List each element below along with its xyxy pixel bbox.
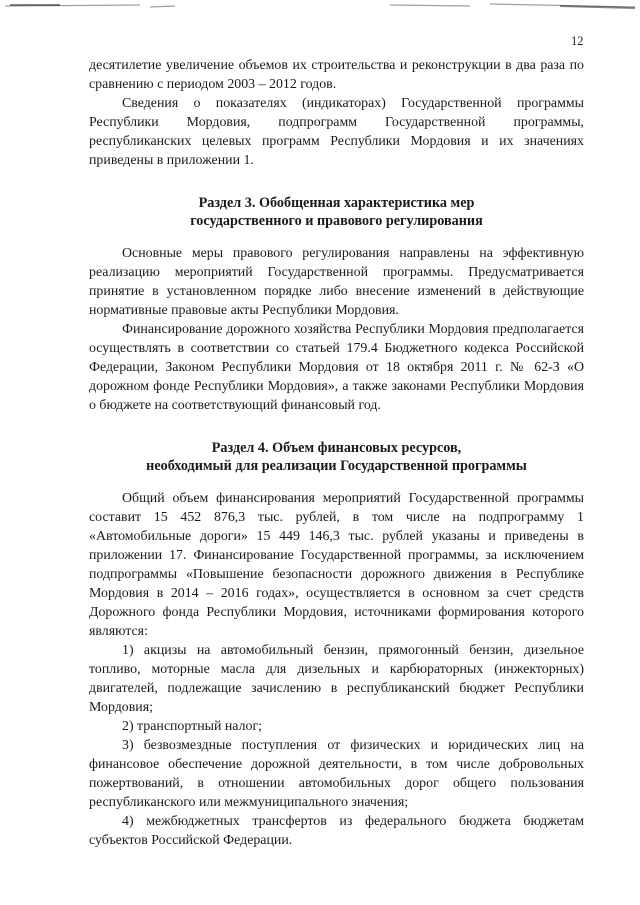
document-body <box>89 56 584 850</box>
spacer <box>89 170 584 194</box>
list-item: 1) акцизы на автомобильный бензин, прямогонный бензин, дизельное топливо, моторные масла для дизельных и карбюраторных (инжекторных) двигателей, подлежащие зачислению в республиканский бюджет Республики Мордовия; <box>89 643 584 715</box>
list-item: 4) межбюджетных трансфертов из федерального бюджета бюджетам субъектов Российской Федерации. <box>89 814 584 848</box>
spacer <box>89 475 584 489</box>
section-3-heading <box>89 194 584 230</box>
list-item: 3) безвозмездные поступления от физических и юридических лиц на финансовое обеспечение дорожной деятельности, в том числе добровольных пожертвований, в отношении автомобильных дорог общего пользования республиканского или межмуниципального значения; <box>89 738 584 810</box>
section-4-title-line-2: необходимый для реализации Государственной программы <box>146 458 527 474</box>
page-number: 12 <box>571 34 584 48</box>
funding-sources-list <box>89 641 584 850</box>
list-item: 2) транспортный налог; <box>122 719 263 734</box>
spacer <box>89 415 584 439</box>
section-3-title-line-1: Раздел 3. Обобщенная характеристика мер <box>198 195 475 211</box>
scan-edge-noise <box>0 0 640 12</box>
section-3-paragraph-1: Основные меры правового регулирования направлены на эффективную реализацию мероприятий Государственной программы. Предусматривается принятие в установленном порядке либо внесение изменений в действующие нормативные правовые акты Республики Мордовия. <box>89 246 584 318</box>
section-3-paragraph-2: Финансирование дорожного хозяйства Республики Мордовия предполагается осуществлять в соответствии со статьей 179.4 Бюджетного кодекса Российской Федерации, Законом Республики Мордовия от 18 октября 2011 г. № 62-З «О дорожном фонде Республики Мордовия», а также законами Республики Мордовия о бюджете на соответствующий финансовый год. <box>89 322 584 413</box>
paragraph-indicators-info: Сведения о показателях (индикаторах) Государственной программы Республики Мордовия, подпрограмм Государственной программы, республиканских целевых программ Республики Мордовия и их значениях приведены в приложении 1. <box>89 96 584 168</box>
section-4-heading <box>89 439 584 475</box>
paragraph-intro-continuation: десятилетие увеличение объемов их строительства и реконструкции в два раза по сравнению с периодом 2003 – 2012 годов. <box>89 58 584 92</box>
section-4-title-line-1: Раздел 4. Объем финансовых ресурсов, <box>211 440 462 456</box>
spacer <box>89 230 584 244</box>
section-3-title-line-2: государственного и правового регулирования <box>190 213 483 229</box>
section-4-paragraph-1: Общий объем финансирования мероприятий Государственной программы составит 15 452 876,3 тыс. рублей, в том числе на подпрограмму 1 «Автомобильные дороги» 15 449 146,3 тыс. рублей указаны и приведены в приложении 17. Финансирование Государственной программы, за исключением подпрограммы «Повышение безопасности дорожного движения в Республике Мордовия в 2014 – 2016 годах», осуществляется в основном за счет средств Дорожного фонда Республики Мордовия, источниками формирования которого являются: <box>89 491 584 639</box>
